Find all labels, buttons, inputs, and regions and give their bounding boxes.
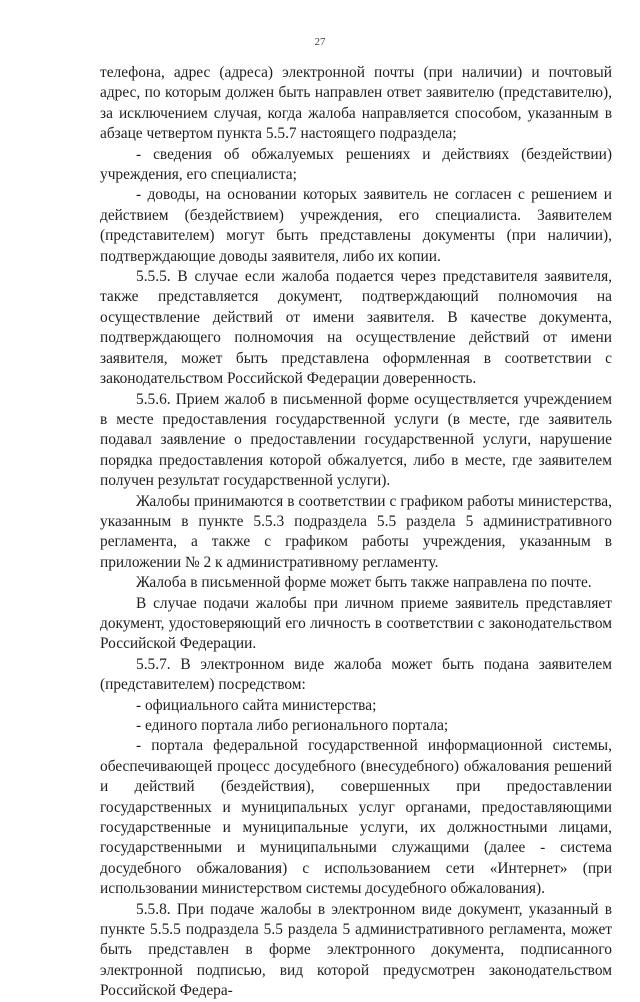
paragraph-5-5-5: 5.5.5. В случае если жалоба подается через представителя заявителя, также представляется документ, подтверждающий полномочия на осуществление действий от имени заявителя. В качестве документа, подтверждающего полномочия на осуществление действий от имени заявителя, может быть представлена оформленная в соответствии с законодательством Российской Федерации доверенность. (100, 268, 612, 388)
paragraph-5-5-6: 5.5.6. Прием жалоб в письменной форме осуществляется учреждением в месте предоставления государственной услуги (в месте, где заявитель подавал заявление о предоставлении государственной услуги, нарушение порядка предоставления которой обжалуется, либо в месте, где заявителем получен результат государственной услуги). (100, 390, 612, 490)
document-body (100, 63, 612, 1002)
paragraph-5-5-7: 5.5.7. В электронном виде жалоба может быть подана заявителем (представителем) посредством: (100, 655, 612, 694)
list-item-federal-portal: - портала федеральной государственной информационной системы, обеспечивающей процесс досудебного (внесудебного) обжалования решений и действий (бездействия), совершенных при предоставлении государственных и муниципальных услуг органами, предоставляющими государственные и муниципальные услуги, их должностными лицами, государственными и муниципальными служащими (далее - система досудебного обжалования) с использованием сети «Интернет» (при использовании министерством системы досудебного обжалования). (100, 737, 612, 898)
paragraph-personal-reception: В случае подачи жалобы при личном приеме заявитель представляет документ, удостоверяющий его личность в соответствии с законодательством Российской Федерации. (100, 594, 612, 653)
paragraph-appealed-decisions: - сведения об обжалуемых решениях и действиях (бездействии) учреждения, его специалиста; (100, 145, 612, 184)
list-item-unified-portal: - единого портала либо регионального портала; (136, 717, 449, 734)
list-item-ministry-site: - официального сайта министерства; (136, 696, 377, 714)
paragraph-5-5-8: 5.5.8. При подаче жалобы в электронном виде документ, указанный в пункте 5.5.5 подраздела 5.5 раздела 5 административного регламента, может быть представлен в форме электронного документа, подписанного электронной подписью, вид которой предусмотрен законодательством Российской Федера- (100, 900, 612, 1000)
paragraph-contact-info: телефона, адрес (адреса) электронной почты (при наличии) и почтовый адрес, по которым должен быть направлен ответ заявителю (представителю), за исключением случая, когда жалоба направляется способом, указанным в абзаце четвертом пункта 5.5.7 настоящего подраздела; (100, 64, 612, 143)
paragraph-by-mail: Жалоба в письменной форме может быть также направлена по почте. (136, 574, 592, 592)
page-number: 27 (314, 36, 326, 48)
paragraph-arguments: - доводы, на основании которых заявитель не согласен с решением и действием (бездействием) учреждения, его специалиста. Заявителем (представителем) могут быть представлены документы (при наличии), подтверждающие доводы заявителя, либо их копии. (100, 186, 612, 265)
paragraph-schedule: Жалобы принимаются в соответствии с графиком работы министерства, указанным в пункте 5.5.3 подраздела 5.5 раздела 5 административного регламента, а также с графиком работы учреждения, указанным в приложении № 2 к административному регламенту. (100, 492, 612, 571)
